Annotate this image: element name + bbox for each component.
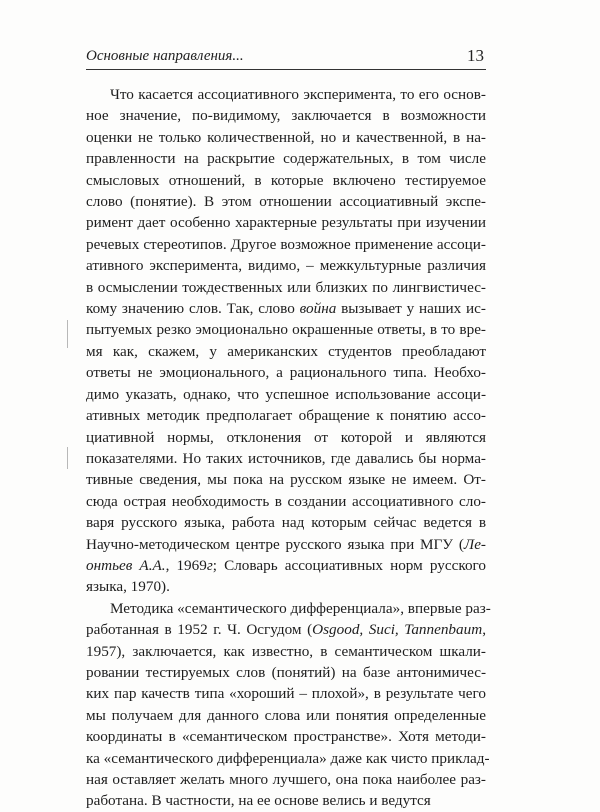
text-line: циативной нормы, отклонения от которой и являются: [86, 428, 486, 446]
text-line: ная оставляет желать много лучшего, она пока наиболее раз-: [86, 771, 486, 788]
italic-text: г: [206, 556, 213, 574]
text-line: в осмыслении тождественных или близких по лингвистичес-: [86, 278, 486, 296]
text-line: Методика «семантического дифференциала», впервые раз-: [110, 599, 491, 617]
running-title: Основные направления...: [86, 48, 244, 64]
text-line: пытуемых резко эмоционально окрашенные ответы, в то вре-: [86, 321, 486, 339]
text-line: правленности на раскрытие содержательных, в том числе: [86, 150, 486, 168]
text-line: работанная в 1952 г. Ч. Осгудом (Osgood, Suci, Tannenbaum,: [86, 621, 486, 639]
text-line: речевых стереотипов. Другое возможное применение ассоци-: [86, 235, 486, 253]
italic-text: Ле-: [463, 535, 486, 553]
text-line: Что касается ассоциативного эксперимента, то его основ-: [110, 86, 486, 103]
text-line: ких пар качеств типа «хороший – плохой», в результате чего: [86, 685, 486, 703]
margin-mark: [67, 320, 68, 348]
text-line: римент дает особенно характерные результаты при изучении: [86, 214, 486, 232]
text-line: димо указать, однако, что успешное использование ассоци-: [86, 385, 486, 403]
text-line: онтьев А.А., 1969г; Словарь ассоциативных норм русского: [86, 556, 486, 574]
text-line: кому значению слов. Так, слово война вызывает у наших ис-: [86, 300, 486, 318]
text-line: ативных методик предполагает обращение к понятию ассо-: [86, 407, 486, 425]
italic-text: Osgood, Suci, Tannenbaum: [312, 621, 483, 639]
paragraph: [86, 598, 491, 812]
text-line: ровании тестируемых слов (понятий) на базе антонимичес-: [86, 663, 486, 681]
text-line: Научно-методическом центре русского языка при МГУ (Ле-: [86, 535, 486, 553]
text-line: смысловых отношений, в которые включено тестируемое: [86, 171, 486, 189]
text-line: ное значение, по-видимому, заключается в возможности: [86, 107, 486, 125]
page-number: 13: [467, 46, 484, 65]
text-line: показателями. Но таких источников, где давались бы норма-: [86, 449, 486, 467]
text-line: варя русского языка, работа над которым сейчас ведется в: [86, 514, 486, 532]
text-line: работана. В частности, на ее основе велись и ведутся: [86, 792, 431, 810]
header-rule: [86, 69, 486, 70]
body-text: [86, 84, 491, 812]
text-line: мы получаем для данного слова или понятия определенные: [86, 706, 486, 724]
text-line: ативного эксперимента, видимо, – межкультурные различия: [86, 257, 486, 275]
text-line: мя как, скажем, у американских студентов преобладают: [86, 342, 486, 360]
text-line: оценки не только количественной, но и качественной, в на-: [86, 128, 486, 146]
italic-text: война: [299, 300, 337, 318]
page-header: [86, 44, 486, 70]
text-line: тивные сведения, мы пока на русском языке не имеем. От-: [86, 471, 486, 489]
text-line: ка «семантического дифференциала» даже как чисто приклад-: [86, 749, 490, 767]
italic-text: онтьев А.А.: [86, 556, 166, 574]
text-line: слово (понятие). В этом отношении ассоциативный экспе-: [86, 193, 486, 211]
text-line: ответы не эмоционального, а рационального типа. Необхо-: [86, 364, 486, 382]
paragraph: [86, 84, 486, 598]
text-line: сюда острая необходимость в создании ассоциативного сло-: [86, 492, 486, 510]
margin-mark: [67, 447, 68, 469]
text-line: языка, 1970).: [86, 578, 170, 596]
text-line: 1957), заключается, как известно, в семантическом шкали-: [86, 642, 486, 660]
text-line: координаты в «семантическом пространстве». Хотя методи-: [86, 728, 486, 746]
